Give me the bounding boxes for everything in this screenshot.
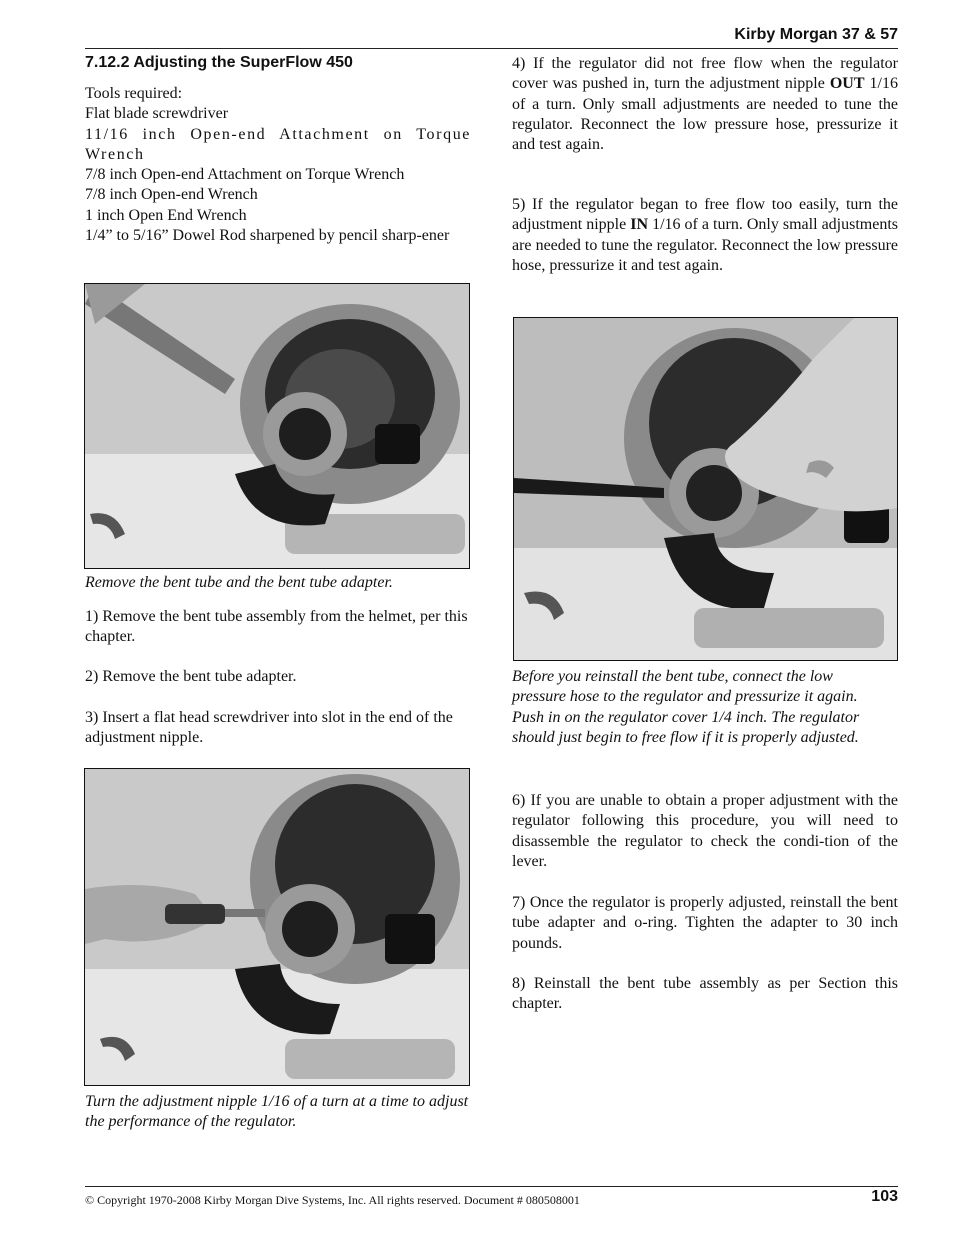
helmet-screwdriver-photo-illustration	[85, 769, 469, 1085]
step-6: 6) If you are unable to obtain a proper adjustment with the regulator following this procedure, you will need to disassemble the regulator to check the condi-tion of the lever.	[512, 792, 898, 870]
header-rule	[85, 48, 898, 49]
section-heading: 7.12.2 Adjusting the SuperFlow 450	[85, 54, 353, 71]
footer-rule	[85, 1186, 898, 1187]
step-3: 3) Insert a flat head screwdriver into slot in the end of the adjustment nipple.	[85, 709, 453, 747]
step-2: 2) Remove the bent tube adapter.	[85, 668, 297, 685]
photo-remove-bent-tube	[84, 283, 470, 569]
tool-item: 11/16 inch Open-end Attachment on Torque Wrench	[85, 125, 471, 163]
tool-item: 7/8 inch Open-end Attachment on Torque Wrench	[85, 166, 405, 184]
figure-caption-3: Before you reinstall the bent tube, connect the low pressure hose to the regulator and pressurize it again. Push in on the regulator cover 1/4 inch. The regulator should just begin to free flow if it is properly adjusted.	[512, 668, 860, 746]
step-5	[512, 195, 898, 276]
step-5-text-cont: 1/16 of a turn. Only small adjustments are needed to tune the regulator. Reconnect the low pressure hose, pressurize it and test again.	[512, 216, 899, 274]
helmet-photo-illustration	[85, 284, 469, 568]
figure-caption-2: Turn the adjustment nipple 1/16 of a turn at a time to adjust the performance of the regulator.	[85, 1093, 469, 1131]
photo-push-regulator-cover	[513, 317, 898, 661]
step-8: 8) Reinstall the bent tube assembly as per Section this chapter.	[512, 975, 898, 1013]
running-header: Kirby Morgan 37 & 57	[734, 26, 898, 43]
step-7: 7) Once the regulator is properly adjusted, reinstall the bent tube adapter and o-ring. Tighten the adapter to 30 inch pounds.	[512, 894, 898, 952]
tool-item: 1/4” to 5/16” Dowel Rod sharpened by pencil sharp-ener	[85, 227, 450, 245]
step-4	[512, 54, 898, 155]
step-5-keyword: IN	[630, 216, 649, 234]
tools-intro: Tools required:	[85, 85, 183, 102]
step-4-text: 4) If the regulator did not free flow when the regulator cover was pushed in, turn the adjustment nipple	[512, 55, 898, 93]
tool-item: 7/8 inch Open-end Wrench	[85, 186, 258, 204]
step-5-text: 5) If the regulator began to free flow too easily, turn the adjustment nipple	[512, 196, 898, 234]
figure-caption-1: Remove the bent tube and the bent tube adapter.	[85, 574, 393, 591]
tools-list	[85, 84, 471, 246]
step-4-keyword: OUT	[829, 75, 865, 93]
step-4-text-cont: 1/16 of a turn. Only small adjustments are needed to tune the regulator. Reconnect the low pressure hose, pressurize it and test again.	[512, 75, 898, 154]
tool-item: 1 inch Open End Wrench	[85, 206, 247, 224]
page-number: 103	[871, 1188, 898, 1205]
helmet-hand-photo-illustration	[514, 318, 897, 660]
copyright-notice: © Copyright 1970-2008 Kirby Morgan Dive Systems, Inc. All rights reserved. Document # 080508001	[85, 1193, 580, 1207]
tool-item: Flat blade screwdriver	[85, 105, 229, 123]
step-1: 1) Remove the bent tube assembly from the helmet, per this chapter.	[85, 608, 468, 646]
photo-turn-adjustment-nipple	[84, 768, 470, 1086]
